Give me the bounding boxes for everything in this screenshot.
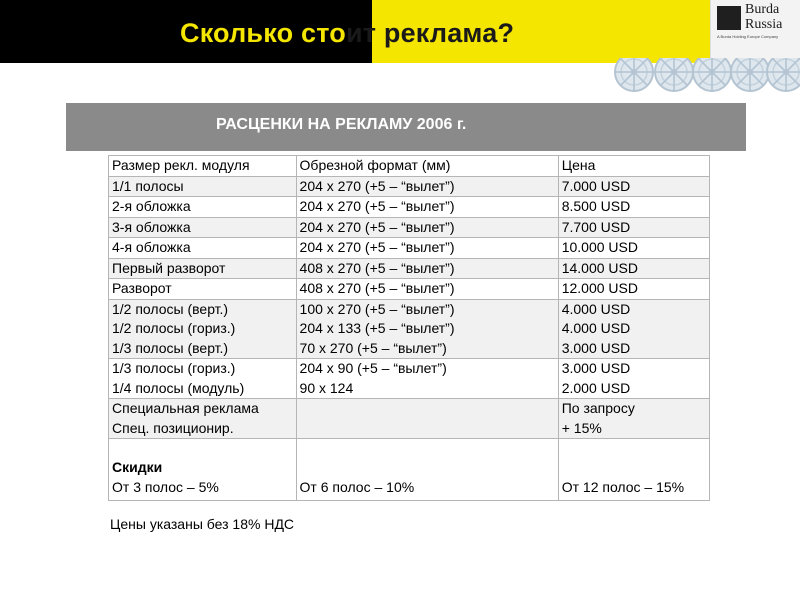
cell-size xyxy=(109,299,297,359)
cell-price xyxy=(558,299,709,359)
cell-line: 3.000 USD xyxy=(561,360,631,376)
cell-line: 7.000 USD xyxy=(561,177,631,194)
cell-line: 3.000 USD xyxy=(561,339,631,356)
cell-format xyxy=(296,217,558,238)
page-title xyxy=(180,16,514,50)
cell-format xyxy=(296,258,558,279)
cell-line: 1/4 полосы (модуль) xyxy=(112,379,245,396)
cell-price xyxy=(558,399,709,439)
banner-title: РАСЦЕНКИ НА РЕКЛАМУ 2006 г. xyxy=(216,116,467,133)
cell-price xyxy=(558,176,709,197)
cell-price xyxy=(558,279,709,300)
cell-line: 204 х 90 (+5 – “вылет”) xyxy=(299,360,447,376)
price-banner xyxy=(66,103,746,151)
cell-line: 1/3 полосы (гориз.) xyxy=(112,360,236,376)
cell-line: 3-я обложка xyxy=(112,218,191,235)
cell-line: 1/2 полосы (гориз.) xyxy=(112,320,236,336)
cell-line: Разворот xyxy=(112,280,172,296)
cell-line: По запросу xyxy=(561,400,635,416)
cell-size xyxy=(109,176,297,197)
table-row xyxy=(109,258,710,279)
cell-format xyxy=(296,439,558,501)
price-table xyxy=(108,155,710,501)
cell-format xyxy=(296,299,558,359)
table-row xyxy=(109,399,710,439)
cell-format xyxy=(296,279,558,300)
cell-line: 1/2 полосы (верт.) xyxy=(112,300,229,317)
cell-line: 408 х 270 (+5 – “вылет”) xyxy=(299,280,455,296)
discount-size: От 3 полос – 5% xyxy=(112,478,219,495)
cell-line: 8.500 USD xyxy=(561,198,631,214)
cell-line: 7.700 USD xyxy=(561,218,631,235)
logo-text xyxy=(745,2,799,32)
cell-format xyxy=(296,359,558,399)
table-row xyxy=(109,359,710,399)
cell-line: 204 х 270 (+5 – “вылет”) xyxy=(299,218,455,235)
discount-price: От 12 полос – 15% xyxy=(561,478,685,495)
cell-price xyxy=(558,439,709,501)
cell-line: + 15% xyxy=(561,419,602,436)
table-row xyxy=(109,279,710,300)
cell-size xyxy=(109,238,297,259)
cell-line: 10.000 USD xyxy=(561,239,638,255)
price-table-body xyxy=(109,156,710,501)
logo-mark-icon xyxy=(717,6,741,30)
cell-size xyxy=(109,439,297,501)
table-row xyxy=(109,176,710,197)
cell-line: 1/3 полосы (верт.) xyxy=(112,339,229,356)
table-row xyxy=(109,217,710,238)
cell-line: 408 х 270 (+5 – “вылет”) xyxy=(299,259,455,276)
cell-price xyxy=(558,238,709,259)
cell-price xyxy=(558,197,709,218)
cell-line: 204 х 270 (+5 – “вылет”) xyxy=(299,239,455,255)
cell-line: 2.000 USD xyxy=(561,379,631,396)
cell-line: 14.000 USD xyxy=(561,259,638,276)
footnote: Цены указаны без 18% НДС xyxy=(110,516,295,532)
cell-line: 204 х 270 (+5 – “вылет”) xyxy=(299,198,455,214)
cell-line: 100 х 270 (+5 – “вылет”) xyxy=(299,300,455,317)
cell-line: 4-я обложка xyxy=(112,239,191,255)
cell-price xyxy=(558,359,709,399)
cell-size xyxy=(109,359,297,399)
cell-size xyxy=(109,399,297,439)
cell-line: Первый разворот xyxy=(112,259,226,276)
cell-line: 70 х 270 (+5 – “вылет”) xyxy=(299,339,447,356)
cell-price xyxy=(558,217,709,238)
discount-row xyxy=(109,439,710,501)
decorative-wheels-icon xyxy=(608,58,800,98)
table-row xyxy=(109,197,710,218)
cell-line: Спец. позиционир. xyxy=(112,419,234,436)
cell-line: 204 х 270 (+5 – “вылет”) xyxy=(299,177,455,194)
cell-price xyxy=(558,258,709,279)
cell-format xyxy=(296,176,558,197)
discount-format: От 6 полос – 10% xyxy=(299,478,415,495)
cell-format xyxy=(296,197,558,218)
cell-size xyxy=(109,197,297,218)
cell-line: 204 х 133 (+5 – “вылет”) xyxy=(299,320,455,336)
discount-label: Скидки xyxy=(112,459,163,475)
logo-subtitle: A Burda Holding Europe Company xyxy=(717,34,779,39)
table-header-row xyxy=(109,156,710,177)
header-cell-price: Цена xyxy=(558,156,709,177)
logo-line-1: Burda xyxy=(745,2,780,17)
cell-line: 90 х 124 xyxy=(299,379,354,396)
burda-russia-logo xyxy=(710,0,800,63)
page-title-part-1: Сколько сто xyxy=(180,18,346,48)
table-row xyxy=(109,238,710,259)
page-title-part-2: ит реклама? xyxy=(345,18,515,48)
header-cell-size: Размер рекл. модуля xyxy=(109,156,297,177)
cell-line: Специальная реклама xyxy=(112,400,259,416)
cell-format xyxy=(296,399,558,439)
cell-line: 4.000 USD xyxy=(561,320,631,336)
cell-size xyxy=(109,258,297,279)
cell-format xyxy=(296,238,558,259)
cell-line: 1/1 полосы xyxy=(112,177,184,194)
cell-line: 4.000 USD xyxy=(561,300,631,317)
cell-line: 12.000 USD xyxy=(561,280,638,296)
cell-size xyxy=(109,279,297,300)
header-cell-format: Обрезной формат (мм) xyxy=(296,156,558,177)
logo-line-2: Russia xyxy=(745,17,783,32)
cell-line: 2-я обложка xyxy=(112,198,191,214)
cell-size xyxy=(109,217,297,238)
table-row xyxy=(109,299,710,359)
